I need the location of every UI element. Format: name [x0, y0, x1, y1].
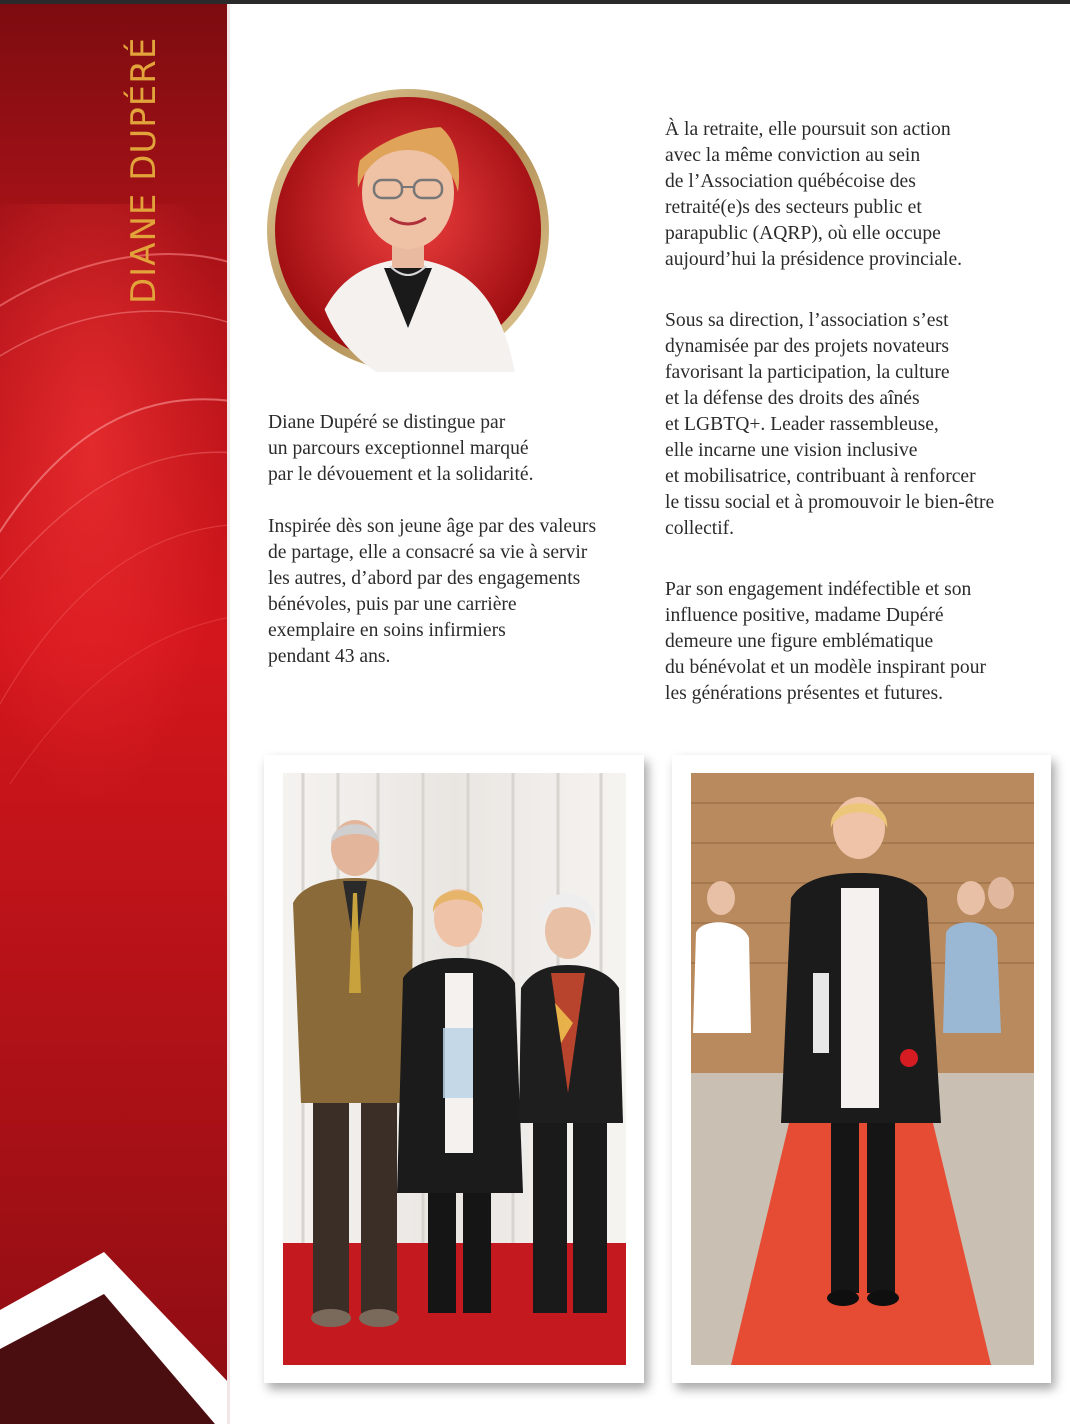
- photo-frame-award: [264, 755, 644, 1383]
- band-edge: [227, 4, 230, 1424]
- career-paragraph: Inspirée dès son jeune âge par des valeurs de partage, elle a consacré sa vie à servir les autres, d’abord par des engagements bénévoles, puis par une carrière exemplaire en soins infirmiers pendant 43 ans.: [268, 516, 597, 667]
- left-text-column: [268, 410, 648, 670]
- side-band: [0, 4, 230, 1424]
- photo-frame-runway: [672, 755, 1051, 1383]
- portrait-medallion: [266, 88, 550, 372]
- conclusion-paragraph: Par son engagement indéfectible et son influence positive, madame Dupéré demeure une figure emblématique du bénévolat et un modèle inspirant pour les générations présentes et futures.: [665, 579, 987, 704]
- runway-photo-icon: [691, 773, 1034, 1365]
- award-photo-icon: [283, 773, 626, 1365]
- intro-paragraph: Diane Dupéré se distingue par un parcours exceptionnel marqué par le dévouement et la solidarité.: [268, 412, 534, 485]
- portrait-photo-icon: [266, 88, 550, 372]
- vertical-title: DIANE DUPÉRÉ: [124, 36, 164, 304]
- light-swirl-decoration: [0, 4, 230, 1424]
- retirement-paragraph: À la retraite, elle poursuit son action avec la même conviction au sein de l’Association québécoise des retraité(e)s des secteurs public et parapublic (AQRP), où elle occupe aujourd’hui la présidence provinciale.: [665, 119, 963, 270]
- right-text-column: [665, 117, 1055, 707]
- direction-paragraph: Sous sa direction, l’association s’est dynamisée par des projets novateurs favorisant la participation, la culture et la défense des droits des aînés et LGBTQ+. Leader rassembleuse, elle incarne une vision inclusive et mobilisatrice, contribuant à renforcer le tissu social et à promouvoir le bien-être collectif.: [665, 310, 995, 539]
